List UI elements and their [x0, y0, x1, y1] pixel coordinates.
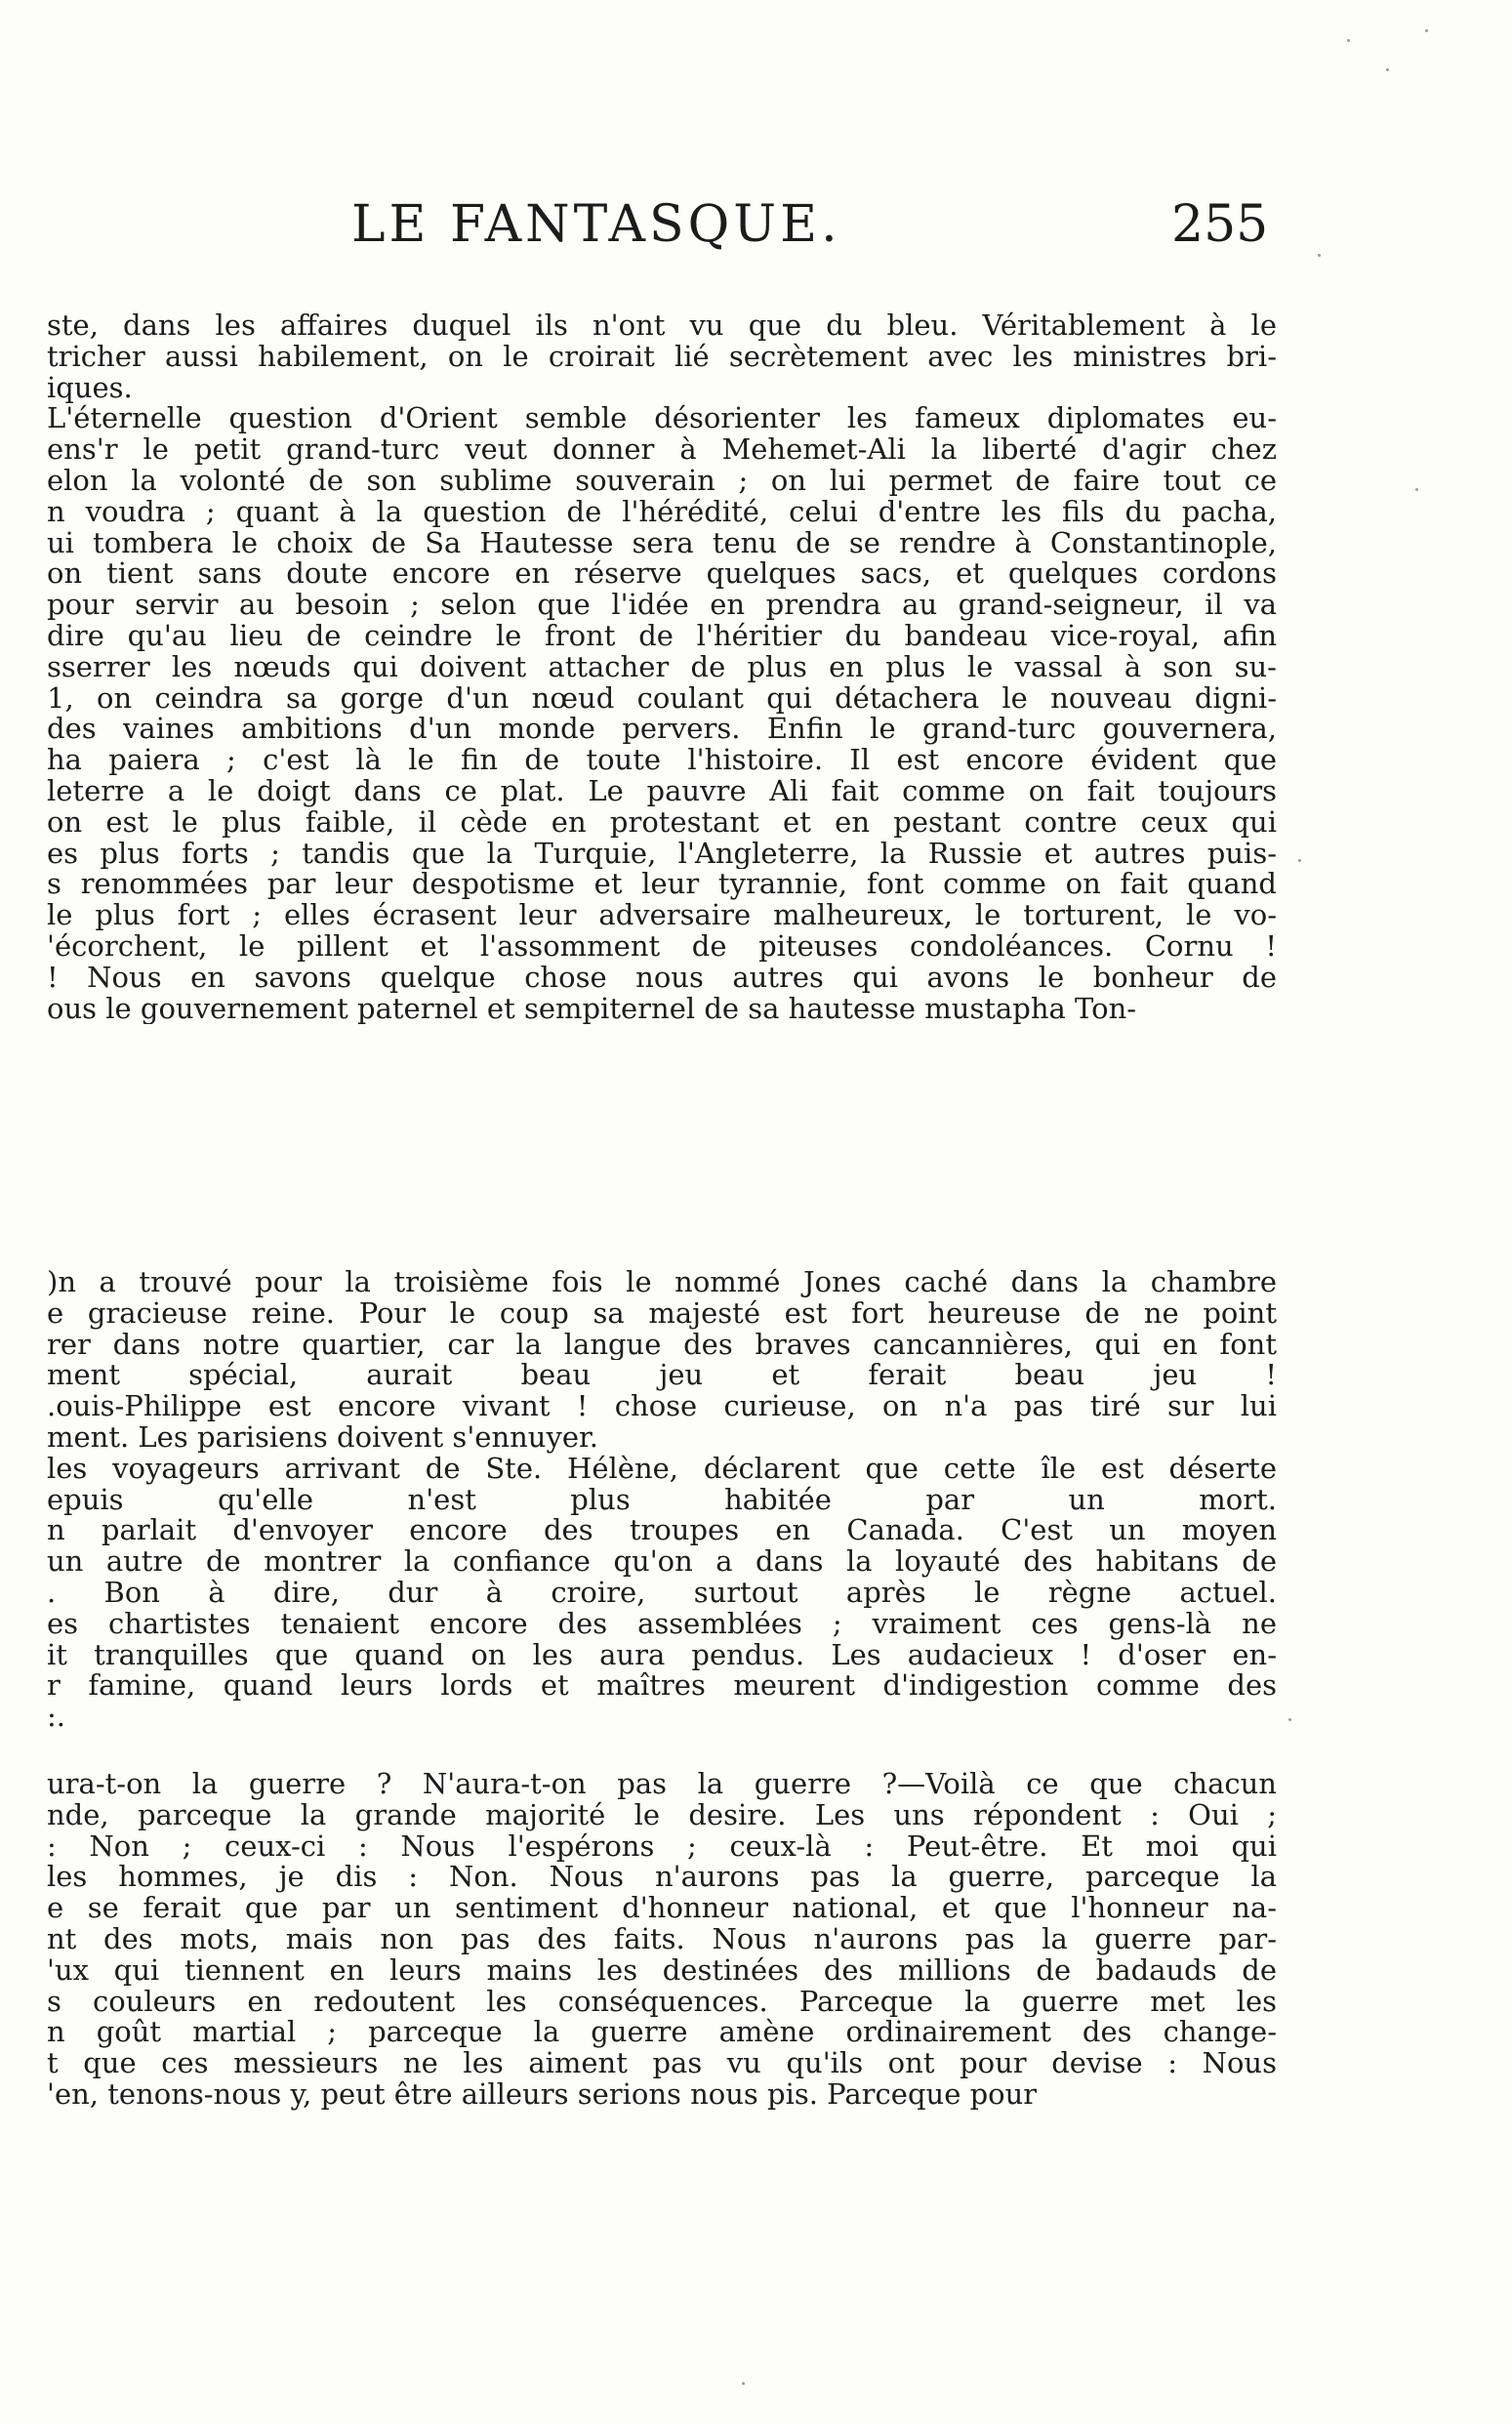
- text-line: rer dans notre quartier, car la langue des braves cancannières, qui en font: [47, 1329, 1277, 1361]
- text-line: dire qu'au lieu de ceindre le front de l'héritier du bandeau vice-royal, afin: [47, 620, 1277, 652]
- paper-speck: [1386, 68, 1389, 71]
- text-line: le plus fort ; elles écrasent leur adversaire malheureux, le torturent, le vo-: [47, 900, 1277, 931]
- text-line: n parlait d'envoyer encore des troupes en Canada. C'est un moyen: [47, 1515, 1277, 1547]
- paper-speck: [1288, 1718, 1291, 1721]
- text-line: ment. Les parisiens doivent s'ennuyer.: [47, 1421, 598, 1454]
- page-number: 255: [1171, 195, 1269, 254]
- text-line: ui tombera le choix de Sa Hautesse sera tenu de se rendre à Constantinople,: [47, 527, 1277, 559]
- text-line: des vaines ambitions d'un monde pervers. Enfin le grand-turc gouvernera,: [47, 714, 1277, 746]
- text-line: 'ux qui tiennent en leurs mains les destinées des millions de badauds de: [47, 1954, 1277, 1987]
- paper-speck: [742, 2382, 745, 2385]
- text-line: 'écorchent, le pillent et l'assomment de piteuses condoléances. Cornu !: [47, 930, 1277, 963]
- text-block-news-items: [47, 1267, 1277, 1733]
- text-line: pour servir au besoin ; selon que l'idée en prendra au grand-seigneur, il va: [47, 590, 1277, 621]
- paper-speck: [1347, 39, 1350, 42]
- text-line: les hommes, je dis : Non. Nous n'aurons pas la guerre, parceque la: [47, 1862, 1277, 1894]
- text-line: t que ces messieurs ne les aiment pas vu qu'ils ont pour devise : Nous: [47, 2048, 1277, 2079]
- text-line: n voudra ; quant à la question de l'hérédité, celui d'entre les fils du pacha,: [47, 496, 1277, 528]
- text-line: 'en, tenons-nous y, peut être ailleurs serions nous pis. Parceque pour: [47, 2078, 1038, 2111]
- running-title: LE FANTASQUE.: [351, 195, 841, 254]
- paper-speck: [1415, 488, 1418, 491]
- text-line: les voyageurs arrivant de Ste. Hélène, déclarent que cette île est déserte: [47, 1453, 1277, 1485]
- text-line: ! Nous en savons quelque chose nous autres qui avons le bonheur de: [47, 962, 1277, 994]
- text-line: r famine, quand leurs lords et maîtres meurent d'indigestion comme des: [47, 1670, 1277, 1703]
- running-head: [0, 195, 1512, 273]
- text-line: s renommées par leur despotisme et leur tyrannie, font comme on fait quand: [47, 869, 1277, 901]
- text-line: epuis qu'elle n'est plus habitée par un mort.: [47, 1484, 1277, 1516]
- text-line: ens'r le petit grand-turc veut donner à Mehemet-Ali la liberté d'agir chez: [47, 434, 1277, 466]
- text-line: ment spécial, aurait beau jeu et ferait beau jeu !: [47, 1360, 1277, 1392]
- text-line: ous le gouvernement paternel et sempiternel de sa hautesse mustapha Ton-: [47, 993, 1137, 1025]
- text-block-war-question: [47, 1769, 1277, 2111]
- text-line: elon la volonté de son sublime souverain ; on lui permet de faire tout ce: [47, 465, 1277, 497]
- text-line: on tient sans doute encore en réserve quelques sacs, et quelques cordons: [47, 558, 1277, 591]
- text-line: it tranquilles que quand on les aura pendus. Les audacieux ! d'oser en-: [47, 1639, 1277, 1671]
- text-line: ste, dans les affaires duquel ils n'ont vu que du bleu. Véritablement à le: [47, 310, 1277, 342]
- text-line: tricher aussi habilement, on le croirait lié secrètement avec les ministres bri-: [47, 341, 1277, 373]
- text-line: es chartistes tenaient encore des assemblées ; vraiment ces gens-là ne: [47, 1608, 1277, 1640]
- text-line: on est le plus faible, il cède en protestant et en pestant contre ceux qui: [47, 806, 1277, 839]
- text-line: es plus forts ; tandis que la Turquie, l'Angleterre, la Russie et autres puis-: [47, 838, 1277, 870]
- text-line: s couleurs en redoutent les conséquences. Parceque la guerre met les: [47, 1986, 1277, 2018]
- text-line: nde, parceque la grande majorité le desire. Les uns répondent : Oui ;: [47, 1799, 1277, 1831]
- paper-speck: [1298, 859, 1301, 862]
- text-line: ura-t-on la guerre ? N'aura-t-on pas la guerre ?—Voilà ce que chacun: [47, 1769, 1277, 1800]
- text-line: e gracieuse reine. Pour le coup sa majesté est fort heureuse de ne point: [47, 1297, 1277, 1330]
- text-line: e se ferait que par un sentiment d'honneur national, et que l'honneur na-: [47, 1893, 1277, 1924]
- text-line: nt des mots, mais non pas des faits. Nous n'aurons pas la guerre par-: [47, 1923, 1277, 1955]
- text-line: . Bon à dire, dur à croire, surtout après le règne actuel.: [47, 1577, 1277, 1609]
- text-block-orient: [47, 310, 1277, 1024]
- paper-speck: [1425, 29, 1428, 32]
- text-line: sserrer les nœuds qui doivent attacher de plus en plus le vassal à son su-: [47, 651, 1277, 683]
- text-line: ha paiera ; c'est là le fin de toute l'histoire. Il est encore évident que: [47, 745, 1277, 776]
- text-line: : Non ; ceux-ci : Nous l'espérons ; ceux-là : Peut-être. Et moi qui: [47, 1830, 1277, 1863]
- text-line: n goût martial ; parceque la guerre amène ordinairement des change-: [47, 2017, 1277, 2049]
- paper-speck: [1318, 254, 1321, 257]
- text-line: :.: [47, 1702, 65, 1733]
- text-line: 1, on ceindra sa gorge d'un nœud coulant qui détachera le nouveau digni-: [47, 682, 1277, 715]
- text-line: .ouis-Philippe est encore vivant ! chose curieuse, on n'a pas tiré sur lui: [47, 1391, 1277, 1422]
- text-line: )n a trouvé pour la troisième fois le nommé Jones caché dans la chambre: [47, 1267, 1277, 1298]
- text-line: leterre a le doigt dans ce plat. Le pauvre Ali fait comme on fait toujours: [47, 775, 1277, 807]
- text-line: un autre de montrer la confiance qu'on a dans la loyauté des habitans de: [47, 1546, 1277, 1578]
- text-line: L'éternelle question d'Orient semble désorienter les fameux diplomates eu-: [47, 403, 1277, 435]
- text-line: iques.: [47, 372, 133, 404]
